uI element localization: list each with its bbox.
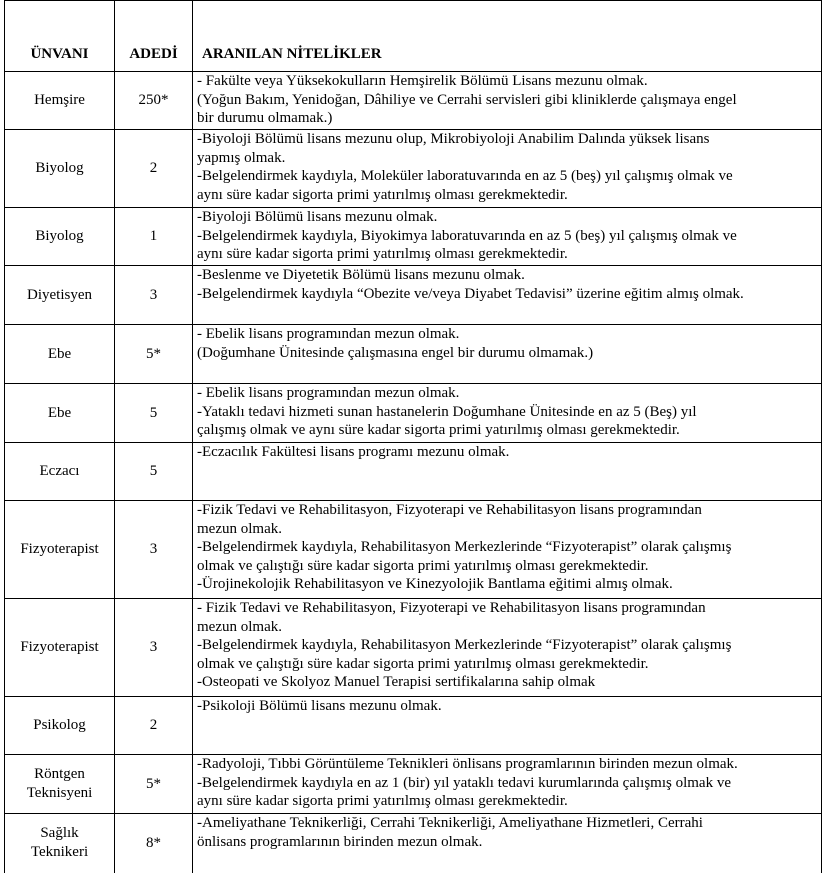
requirement-line: - Ebelik lisans programından mezun olmak. bbox=[197, 326, 460, 342]
position-title bbox=[5, 697, 115, 755]
position-title bbox=[5, 443, 115, 501]
position-requirements bbox=[193, 384, 822, 443]
requirement-line: aynı süre kadar sigorta primi yatırılmış olması gerekmektedir. bbox=[197, 186, 568, 203]
position-title bbox=[5, 130, 115, 208]
position-title bbox=[5, 501, 115, 599]
position-title-line: Ebe bbox=[47, 404, 72, 421]
position-title-line: Biyolog bbox=[35, 160, 84, 176]
requirement-line: - Ebelik lisans programından mezun olmak. bbox=[197, 385, 460, 401]
requirement-line: -Osteopati ve Skolyoz Manuel Terapisi sertifikalarına sahip olmak bbox=[197, 674, 596, 691]
requirement-line: olmak ve çalıştığı süre kadar sigorta primi yatırılmış olması gerekmektedir. bbox=[197, 557, 649, 574]
requirement-line: aynı süre kadar sigorta primi yatırılmış olması gerekmektedir. bbox=[197, 246, 568, 263]
requirement-line: -Eczacılık Fakültesi lisans programı mezunu olmak. bbox=[197, 444, 510, 460]
requirement-line: çalışmış olmak ve aynı süre kadar sigorta primi yatırılmış olması gerekmektedir. bbox=[197, 422, 680, 439]
position-title-line: Psikolog bbox=[33, 717, 86, 733]
requirement-line: -Ameliyathane Teknikerliği, Cerrahi Teknikerliği, Ameliyathane Hizmetleri, Cerrahi bbox=[197, 815, 703, 831]
requirement-line: aynı süre kadar sigorta primi yatırılmış olması gerekmektedir. bbox=[197, 793, 568, 810]
position-title-line: Eczacı bbox=[39, 463, 80, 479]
position-count: 5 bbox=[115, 384, 193, 443]
position-title-line: Teknisyeni bbox=[26, 785, 93, 801]
position-count: 5* bbox=[115, 755, 193, 814]
table-row bbox=[5, 266, 822, 325]
requirement-line: - Fakülte veya Yüksekokulların Hemşirelik Bölümü Lisans mezunu olmak. bbox=[197, 73, 648, 89]
position-title-line: Diyetisyen bbox=[27, 286, 92, 303]
position-count: 250* bbox=[115, 72, 193, 130]
positions-table bbox=[4, 0, 822, 873]
position-title bbox=[5, 266, 115, 325]
requirement-line: -Biyoloji Bölümü lisans mezunu olmak. bbox=[197, 209, 438, 225]
position-title-line: Ebe bbox=[47, 345, 72, 362]
position-title-line: Sağlık bbox=[40, 825, 79, 842]
header-title: ÜNVANI bbox=[5, 1, 115, 72]
position-requirements bbox=[193, 501, 822, 599]
position-requirements bbox=[193, 325, 822, 384]
position-title-line: Teknikeri bbox=[30, 844, 89, 861]
position-requirements bbox=[193, 208, 822, 266]
table-row bbox=[5, 697, 822, 755]
position-title-line: Hemşire bbox=[34, 92, 85, 108]
requirement-line: mezun olmak. bbox=[197, 618, 282, 635]
position-title-line: Fizyoterapist bbox=[20, 541, 99, 557]
requirement-line: yapmış olmak. bbox=[197, 149, 286, 166]
position-count: 5* bbox=[115, 325, 193, 384]
position-title bbox=[5, 208, 115, 266]
table-row bbox=[5, 325, 822, 384]
requirement-line: -Beslenme ve Diyetetik Bölümü lisans mezunu olmak. bbox=[197, 267, 525, 283]
requirement-line: -Psikoloji Bölümü lisans mezunu olmak. bbox=[197, 698, 442, 714]
table-row bbox=[5, 599, 822, 697]
position-requirements bbox=[193, 443, 822, 501]
position-count: 1 bbox=[115, 208, 193, 266]
table-row bbox=[5, 130, 822, 208]
header-count: ADEDİ bbox=[115, 1, 193, 72]
position-requirements bbox=[193, 72, 822, 130]
header-requirements: ARANILAN NİTELİKLER bbox=[193, 1, 822, 72]
requirement-line: -Radyoloji, Tıbbi Görüntüleme Teknikleri önlisans programlarının birinden mezun olmak. bbox=[197, 756, 738, 772]
requirement-line: -Yataklı tedavi hizmeti sunan hastanelerin Doğumhane Ünitesinde en az 5 (Beş) yıl bbox=[197, 403, 697, 420]
table-header-row bbox=[5, 1, 822, 72]
position-requirements bbox=[193, 130, 822, 208]
position-count: 3 bbox=[115, 599, 193, 697]
requirement-line: -Belgelendirmek kaydıyla, Biyokimya laboratuvarında en az 5 (beş) yıl çalışmış olmak ve bbox=[197, 227, 737, 244]
table-row bbox=[5, 72, 822, 130]
position-count: 2 bbox=[115, 130, 193, 208]
position-title bbox=[5, 755, 115, 814]
position-title bbox=[5, 384, 115, 443]
position-title bbox=[5, 814, 115, 873]
requirement-line: (Doğumhane Ünitesinde çalışmasına engel bir durumu olmamak.) bbox=[197, 344, 594, 361]
position-count: 5 bbox=[115, 443, 193, 501]
requirement-line: -Belgelendirmek kaydıyla, Rehabilitasyon Merkezlerinde “Fizyoterapist” olarak çalışmış bbox=[197, 539, 732, 556]
requirement-line: mezun olmak. bbox=[197, 520, 282, 537]
position-requirements bbox=[193, 814, 822, 873]
table-row bbox=[5, 755, 822, 814]
requirement-line: -Belgelendirmek kaydıyla “Obezite ve/veya Diyabet Tedavisi” üzerine eğitim almış olmak. bbox=[197, 285, 744, 302]
position-title-line: Biyolog bbox=[35, 228, 84, 244]
position-requirements bbox=[193, 599, 822, 697]
position-title bbox=[5, 599, 115, 697]
requirement-line: -Ürojinekolojik Rehabilitasyon ve Kinezyolojik Bantlama eğitimi almış olmak. bbox=[197, 576, 673, 593]
requirement-line: -Belgelendirmek kaydıyla, Moleküler laboratuvarında en az 5 (beş) yıl çalışmış olmak ve bbox=[197, 168, 733, 185]
position-count: 3 bbox=[115, 501, 193, 599]
position-requirements bbox=[193, 755, 822, 814]
table-row bbox=[5, 501, 822, 599]
position-title-line: Fizyoterapist bbox=[20, 639, 99, 655]
position-requirements bbox=[193, 266, 822, 325]
table-row bbox=[5, 208, 822, 266]
position-title bbox=[5, 325, 115, 384]
requirement-line: -Belgelendirmek kaydıyla en az 1 (bir) yıl yataklı tedavi kurumlarında çalışmış olmak ve bbox=[197, 774, 731, 791]
position-title bbox=[5, 72, 115, 130]
requirement-line: olmak ve çalıştığı süre kadar sigorta primi yatırılmış olması gerekmektedir. bbox=[197, 655, 649, 672]
position-count: 2 bbox=[115, 697, 193, 755]
position-count: 3 bbox=[115, 266, 193, 325]
table-row bbox=[5, 443, 822, 501]
requirement-line: (Yoğun Bakım, Yenidoğan, Dâhiliye ve Cerrahi servisleri gibi kliniklerde çalışmaya engel bbox=[197, 91, 737, 108]
requirement-line: -Belgelendirmek kaydıyla, Rehabilitasyon Merkezlerinde “Fizyoterapist” olarak çalışmış bbox=[197, 637, 732, 654]
requirement-line: bir durumu olmamak.) bbox=[197, 110, 333, 127]
position-requirements bbox=[193, 697, 822, 755]
requirement-line: -Biyoloji Bölümü lisans mezunu olup, Mikrobiyoloji Anabilim Dalında yüksek lisans bbox=[197, 131, 710, 147]
requirement-line: - Fizik Tedavi ve Rehabilitasyon, Fizyoterapi ve Rehabilitasyon lisans programından bbox=[197, 600, 706, 616]
requirement-line: -Fizik Tedavi ve Rehabilitasyon, Fizyoterapi ve Rehabilitasyon lisans programından bbox=[197, 502, 702, 518]
table-row bbox=[5, 384, 822, 443]
requirement-line: önlisans programlarının birinden mezun olmak. bbox=[197, 833, 483, 850]
position-count: 8* bbox=[115, 814, 193, 873]
table-row bbox=[5, 814, 822, 873]
position-title-line: Röntgen bbox=[34, 766, 85, 782]
